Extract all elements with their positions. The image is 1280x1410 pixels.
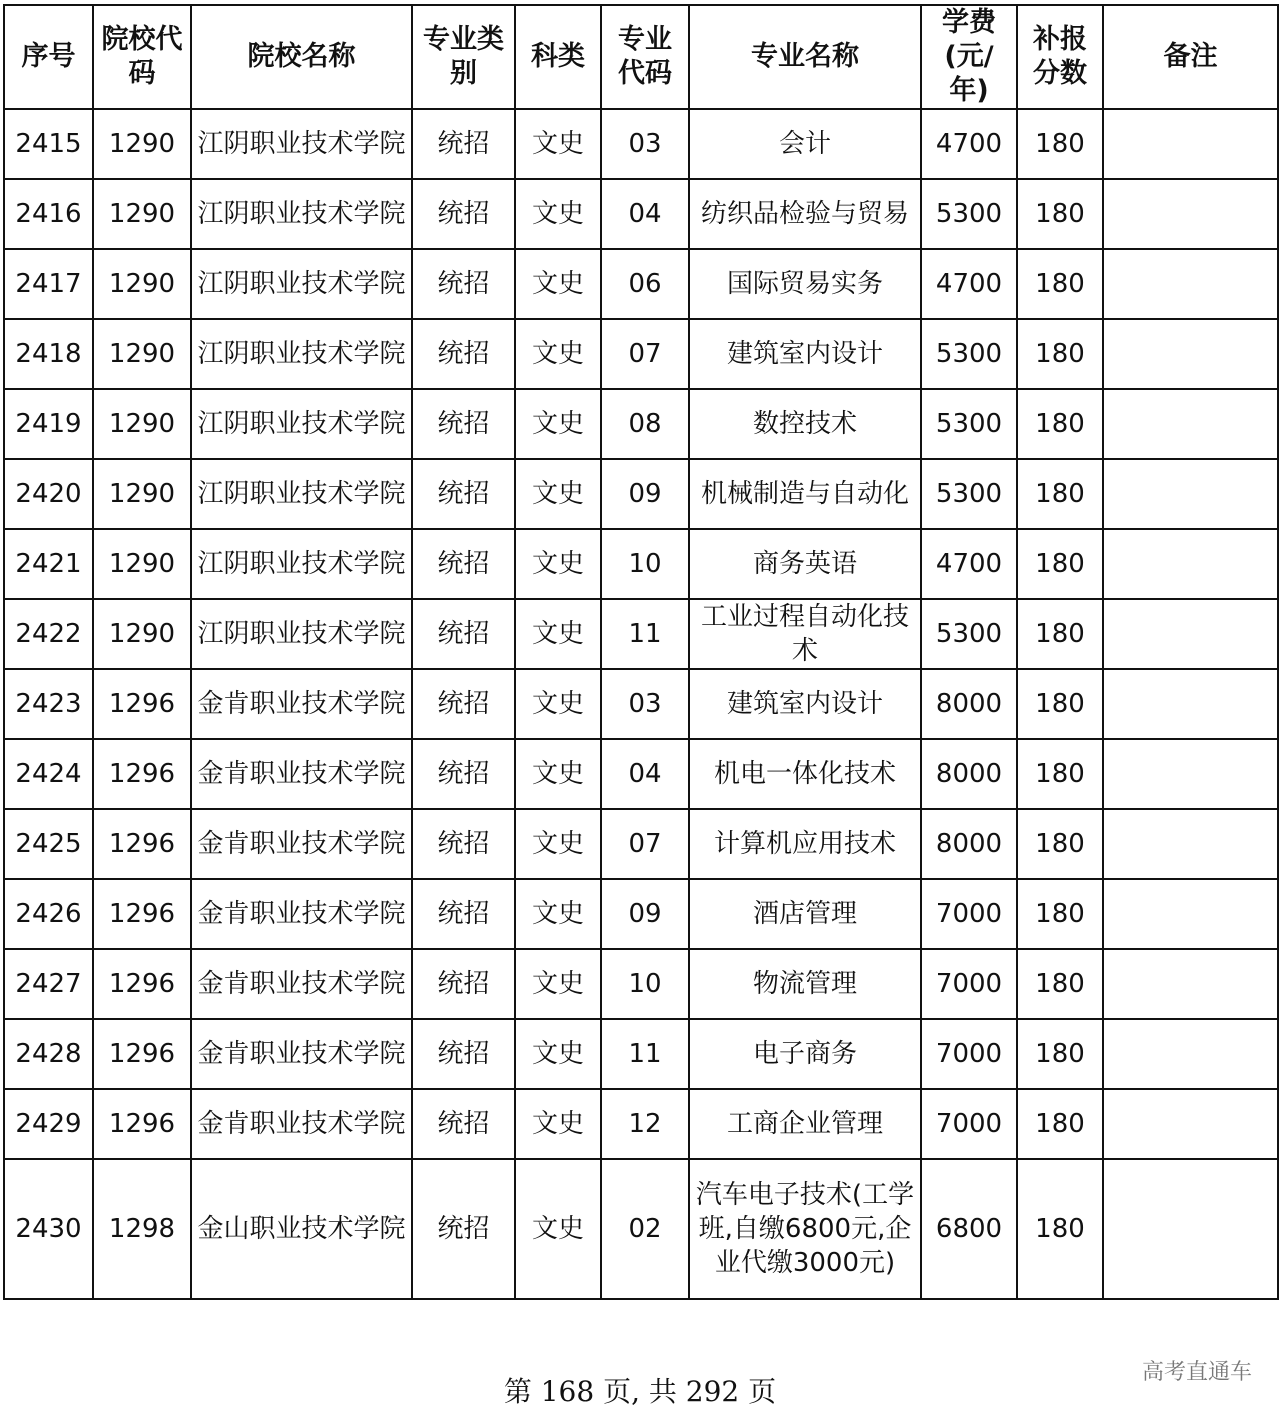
table-row [4, 809, 1278, 879]
cell-tuition: 8000 [921, 669, 1017, 739]
table-row [4, 389, 1278, 459]
table-row [4, 1019, 1278, 1089]
cell-tuition: 4700 [921, 249, 1017, 319]
cell-major-name: 建筑室内设计 [689, 319, 921, 389]
cell-major-code: 03 [601, 669, 689, 739]
cell-subject: 文史 [515, 319, 601, 389]
cell-remark [1103, 529, 1278, 599]
cell-subject: 文史 [515, 109, 601, 179]
cell-major-type: 统招 [412, 459, 515, 529]
cell-seq: 2417 [4, 249, 93, 319]
cell-score: 180 [1017, 529, 1103, 599]
cell-major-name: 机械制造与自动化 [689, 459, 921, 529]
cell-tuition: 7000 [921, 1019, 1017, 1089]
header-seq: 序号 [4, 5, 93, 109]
header-tuition: 学费(元/年) [921, 5, 1017, 109]
cell-major-name: 机电一体化技术 [689, 739, 921, 809]
table-row [4, 949, 1278, 1019]
cell-subject: 文史 [515, 459, 601, 529]
cell-remark [1103, 1019, 1278, 1089]
header-subject: 科类 [515, 5, 601, 109]
cell-score: 180 [1017, 599, 1103, 669]
cell-score: 180 [1017, 179, 1103, 249]
cell-tuition: 6800 [921, 1159, 1017, 1299]
table-row [4, 739, 1278, 809]
cell-school-code: 1296 [93, 879, 191, 949]
cell-subject: 文史 [515, 1019, 601, 1089]
cell-school-code: 1290 [93, 459, 191, 529]
cell-seq: 2422 [4, 599, 93, 669]
cell-major-code: 02 [601, 1159, 689, 1299]
header-major-type: 专业类别 [412, 5, 515, 109]
cell-tuition: 5300 [921, 599, 1017, 669]
cell-remark [1103, 669, 1278, 739]
table-row [4, 1159, 1278, 1299]
cell-school-name: 金肯职业技术学院 [191, 1089, 412, 1159]
cell-school-name: 江阴职业技术学院 [191, 389, 412, 459]
cell-school-code: 1296 [93, 809, 191, 879]
cell-tuition: 4700 [921, 529, 1017, 599]
header-score: 补报分数 [1017, 5, 1103, 109]
cell-tuition: 5300 [921, 389, 1017, 459]
cell-school-name: 江阴职业技术学院 [191, 599, 412, 669]
cell-subject: 文史 [515, 809, 601, 879]
header-row [4, 5, 1278, 109]
cell-school-name: 金肯职业技术学院 [191, 739, 412, 809]
cell-school-name: 江阴职业技术学院 [191, 179, 412, 249]
watermark: 高考直通车 [1141, 1360, 1252, 1385]
cell-subject: 文史 [515, 1089, 601, 1159]
cell-seq: 2426 [4, 879, 93, 949]
page-number-footer: 第 168 页, 共 292 页 [503, 1375, 777, 1408]
cell-score: 180 [1017, 879, 1103, 949]
cell-major-type: 统招 [412, 879, 515, 949]
cell-school-code: 1290 [93, 109, 191, 179]
cell-major-code: 04 [601, 739, 689, 809]
cell-major-code: 06 [601, 249, 689, 319]
cell-remark [1103, 879, 1278, 949]
cell-major-type: 统招 [412, 249, 515, 319]
cell-subject: 文史 [515, 949, 601, 1019]
cell-school-code: 1296 [93, 1019, 191, 1089]
cell-major-type: 统招 [412, 949, 515, 1019]
cell-school-code: 1290 [93, 179, 191, 249]
cell-remark [1103, 739, 1278, 809]
header-major-code: 专业代码 [601, 5, 689, 109]
cell-school-name: 江阴职业技术学院 [191, 529, 412, 599]
cell-score: 180 [1017, 949, 1103, 1019]
cell-major-name: 物流管理 [689, 949, 921, 1019]
cell-major-name: 酒店管理 [689, 879, 921, 949]
table-row [4, 1089, 1278, 1159]
cell-major-type: 统招 [412, 109, 515, 179]
cell-school-code: 1296 [93, 739, 191, 809]
cell-remark [1103, 1089, 1278, 1159]
cell-remark [1103, 389, 1278, 459]
cell-school-code: 1296 [93, 1089, 191, 1159]
cell-seq: 2415 [4, 109, 93, 179]
cell-subject: 文史 [515, 599, 601, 669]
cell-major-type: 统招 [412, 739, 515, 809]
cell-school-code: 1296 [93, 669, 191, 739]
cell-tuition: 8000 [921, 739, 1017, 809]
cell-remark [1103, 1159, 1278, 1299]
cell-major-code: 03 [601, 109, 689, 179]
cell-major-code: 11 [601, 1019, 689, 1089]
cell-school-name: 江阴职业技术学院 [191, 249, 412, 319]
table-row [4, 179, 1278, 249]
header-school-name: 院校名称 [191, 5, 412, 109]
cell-school-code: 1290 [93, 529, 191, 599]
cell-score: 180 [1017, 249, 1103, 319]
cell-seq: 2418 [4, 319, 93, 389]
cell-seq: 2427 [4, 949, 93, 1019]
cell-score: 180 [1017, 1159, 1103, 1299]
header-remark: 备注 [1103, 5, 1278, 109]
cell-school-code: 1296 [93, 949, 191, 1019]
cell-seq: 2425 [4, 809, 93, 879]
cell-remark [1103, 599, 1278, 669]
table-row [4, 459, 1278, 529]
cell-major-type: 统招 [412, 1089, 515, 1159]
cell-major-type: 统招 [412, 1159, 515, 1299]
cell-remark [1103, 949, 1278, 1019]
cell-score: 180 [1017, 109, 1103, 179]
cell-remark [1103, 319, 1278, 389]
cell-school-code: 1290 [93, 599, 191, 669]
cell-school-name: 金山职业技术学院 [191, 1159, 412, 1299]
cell-major-code: 09 [601, 879, 689, 949]
cell-major-code: 07 [601, 809, 689, 879]
cell-subject: 文史 [515, 669, 601, 739]
cell-subject: 文史 [515, 389, 601, 459]
header-major-name: 专业名称 [689, 5, 921, 109]
cell-subject: 文史 [515, 179, 601, 249]
cell-major-code: 11 [601, 599, 689, 669]
table-body [4, 109, 1278, 1299]
cell-major-name: 电子商务 [689, 1019, 921, 1089]
cell-school-name: 金肯职业技术学院 [191, 669, 412, 739]
cell-remark [1103, 809, 1278, 879]
cell-major-code: 10 [601, 529, 689, 599]
cell-school-name: 江阴职业技术学院 [191, 459, 412, 529]
table-row [4, 109, 1278, 179]
cell-major-code: 10 [601, 949, 689, 1019]
cell-school-code: 1290 [93, 389, 191, 459]
cell-seq: 2416 [4, 179, 93, 249]
cell-subject: 文史 [515, 1159, 601, 1299]
table-row [4, 319, 1278, 389]
table-row [4, 249, 1278, 319]
cell-school-name: 金肯职业技术学院 [191, 1019, 412, 1089]
cell-seq: 2421 [4, 529, 93, 599]
cell-school-name: 江阴职业技术学院 [191, 109, 412, 179]
cell-major-code: 04 [601, 179, 689, 249]
cell-score: 180 [1017, 459, 1103, 529]
cell-major-name: 计算机应用技术 [689, 809, 921, 879]
cell-remark [1103, 109, 1278, 179]
cell-major-code: 07 [601, 319, 689, 389]
cell-major-type: 统招 [412, 179, 515, 249]
cell-major-name: 工商企业管理 [689, 1089, 921, 1159]
cell-major-code: 12 [601, 1089, 689, 1159]
cell-seq: 2420 [4, 459, 93, 529]
admission-table [3, 4, 1279, 1300]
cell-major-type: 统招 [412, 319, 515, 389]
cell-remark [1103, 249, 1278, 319]
cell-tuition: 7000 [921, 949, 1017, 1019]
cell-score: 180 [1017, 1089, 1103, 1159]
cell-subject: 文史 [515, 249, 601, 319]
cell-tuition: 5300 [921, 459, 1017, 529]
cell-school-name: 金肯职业技术学院 [191, 809, 412, 879]
cell-tuition: 5300 [921, 319, 1017, 389]
table-row [4, 879, 1278, 949]
cell-major-type: 统招 [412, 669, 515, 739]
cell-school-code: 1290 [93, 249, 191, 319]
cell-major-name: 商务英语 [689, 529, 921, 599]
cell-tuition: 5300 [921, 179, 1017, 249]
cell-major-name: 建筑室内设计 [689, 669, 921, 739]
cell-major-name: 工业过程自动化技术 [689, 599, 921, 669]
cell-score: 180 [1017, 739, 1103, 809]
cell-school-name: 金肯职业技术学院 [191, 949, 412, 1019]
cell-seq: 2419 [4, 389, 93, 459]
cell-subject: 文史 [515, 739, 601, 809]
cell-major-type: 统招 [412, 529, 515, 599]
table-row [4, 599, 1278, 669]
cell-score: 180 [1017, 669, 1103, 739]
cell-major-code: 08 [601, 389, 689, 459]
cell-major-name: 汽车电子技术(工学班,自缴6800元,企业代缴3000元) [689, 1159, 921, 1299]
cell-school-name: 金肯职业技术学院 [191, 879, 412, 949]
cell-seq: 2430 [4, 1159, 93, 1299]
cell-seq: 2424 [4, 739, 93, 809]
cell-school-name: 江阴职业技术学院 [191, 319, 412, 389]
header-school-code: 院校代码 [93, 5, 191, 109]
cell-school-code: 1290 [93, 319, 191, 389]
cell-major-name: 纺织品检验与贸易 [689, 179, 921, 249]
cell-major-code: 09 [601, 459, 689, 529]
cell-tuition: 7000 [921, 1089, 1017, 1159]
cell-score: 180 [1017, 1019, 1103, 1089]
cell-tuition: 4700 [921, 109, 1017, 179]
cell-score: 180 [1017, 389, 1103, 459]
cell-remark [1103, 459, 1278, 529]
cell-major-type: 统招 [412, 809, 515, 879]
cell-school-code: 1298 [93, 1159, 191, 1299]
cell-subject: 文史 [515, 879, 601, 949]
cell-subject: 文史 [515, 529, 601, 599]
cell-seq: 2423 [4, 669, 93, 739]
cell-tuition: 8000 [921, 809, 1017, 879]
table-row [4, 669, 1278, 739]
cell-seq: 2429 [4, 1089, 93, 1159]
cell-score: 180 [1017, 319, 1103, 389]
cell-remark [1103, 179, 1278, 249]
cell-major-type: 统招 [412, 599, 515, 669]
cell-tuition: 7000 [921, 879, 1017, 949]
cell-major-name: 会计 [689, 109, 921, 179]
cell-major-type: 统招 [412, 389, 515, 459]
cell-major-type: 统招 [412, 1019, 515, 1089]
cell-major-name: 国际贸易实务 [689, 249, 921, 319]
cell-score: 180 [1017, 809, 1103, 879]
cell-seq: 2428 [4, 1019, 93, 1089]
table-row [4, 529, 1278, 599]
cell-major-name: 数控技术 [689, 389, 921, 459]
